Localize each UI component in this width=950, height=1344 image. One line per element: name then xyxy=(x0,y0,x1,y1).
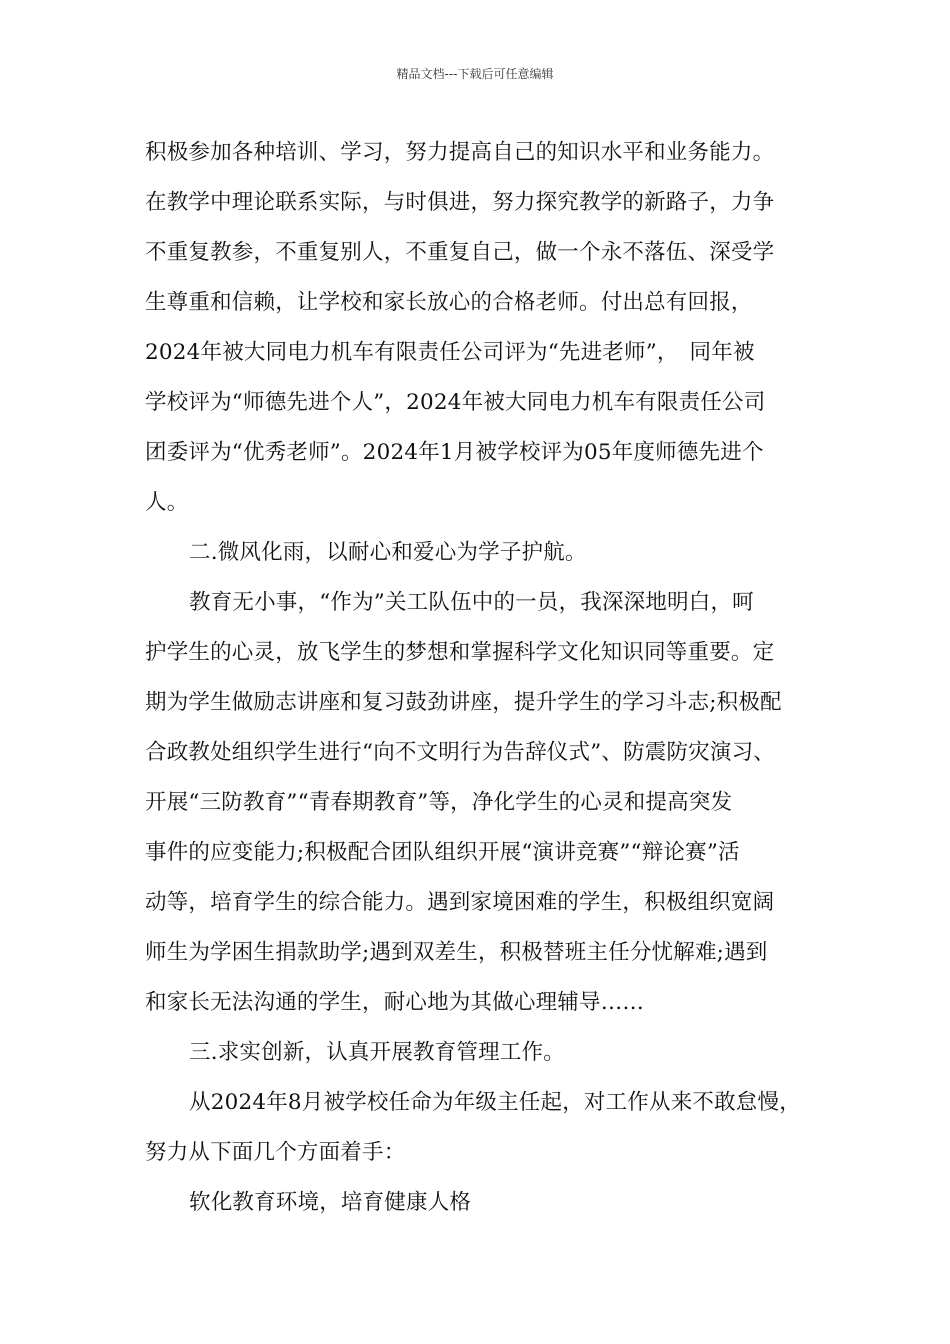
text-line: 和家长无法沟通的学生，耐心地为其做心理辅导…… xyxy=(145,990,645,1015)
text-line: 期为学生做励志讲座和复习鼓劲讲座，提升学生的学习斗志;积极配 xyxy=(145,690,782,715)
text-line: 事件的应变能力;积极配合团队组织开展“演讲竞赛”“辩论赛”活 xyxy=(145,840,740,865)
text-line: 开展“三防教育”“青春期教育”等，净化学生的心灵和提高突发 xyxy=(145,790,733,815)
text-line: 学校评为“师德先进个人”，2024年被大同电力机车有限责任公司 xyxy=(145,390,766,415)
subheading: 软化教育环境，培育健康人格 xyxy=(189,1190,472,1215)
text-line: 人。 xyxy=(145,490,189,515)
text-line: 合政教处组织学生进行“向不文明行为告辞仪式”、防震防灾演习、 xyxy=(145,740,775,765)
paragraph-first-line: 教育无小事，“作为”关工队伍中的一员，我深深地明白，呵 xyxy=(189,590,754,615)
text-line: 不重复教参，不重复别人，不重复自己，做一个永不落伍、深受学 xyxy=(145,240,775,265)
text-line: 在教学中理论联系实际，与时俱进，努力探究教学的新路子，力争 xyxy=(145,190,775,215)
section-heading: 三.求实创新，认真开展教育管理工作。 xyxy=(189,1040,565,1065)
text-line: 积极参加各种培训、学习，努力提高自己的知识水平和业务能力。 xyxy=(145,140,775,165)
document-body xyxy=(145,128,825,1228)
text-line: 2024年被大同电力机车有限责任公司评为“先进老师”， 同年被 xyxy=(145,340,755,365)
paragraph-first-line: 从2024年8月被学校任命为年级主任起，对工作从来不敢怠慢， xyxy=(189,1090,801,1115)
page-header: 精品文档---下载后可任意编辑 xyxy=(396,67,554,81)
text-line: 生尊重和信赖，让学校和家长放心的合格老师。付出总有回报， xyxy=(145,290,753,315)
text-line: 护学生的心灵，放飞学生的梦想和掌握科学文化知识同等重要。定 xyxy=(145,640,775,665)
section-heading: 二.微风化雨，以耐心和爱心为学子护航。 xyxy=(189,540,587,565)
text-line: 团委评为“优秀老师”。2024年1月被学校评为05年度师德先进个 xyxy=(145,440,764,465)
text-line: 动等，培育学生的综合能力。遇到家境困难的学生，积极组织宽阔 xyxy=(145,890,775,915)
text-line: 努力从下面几个方面着手： xyxy=(145,1140,406,1165)
text-line: 师生为学困生捐款助学;遇到双差生，积极替班主任分忧解难;遇到 xyxy=(145,940,768,965)
